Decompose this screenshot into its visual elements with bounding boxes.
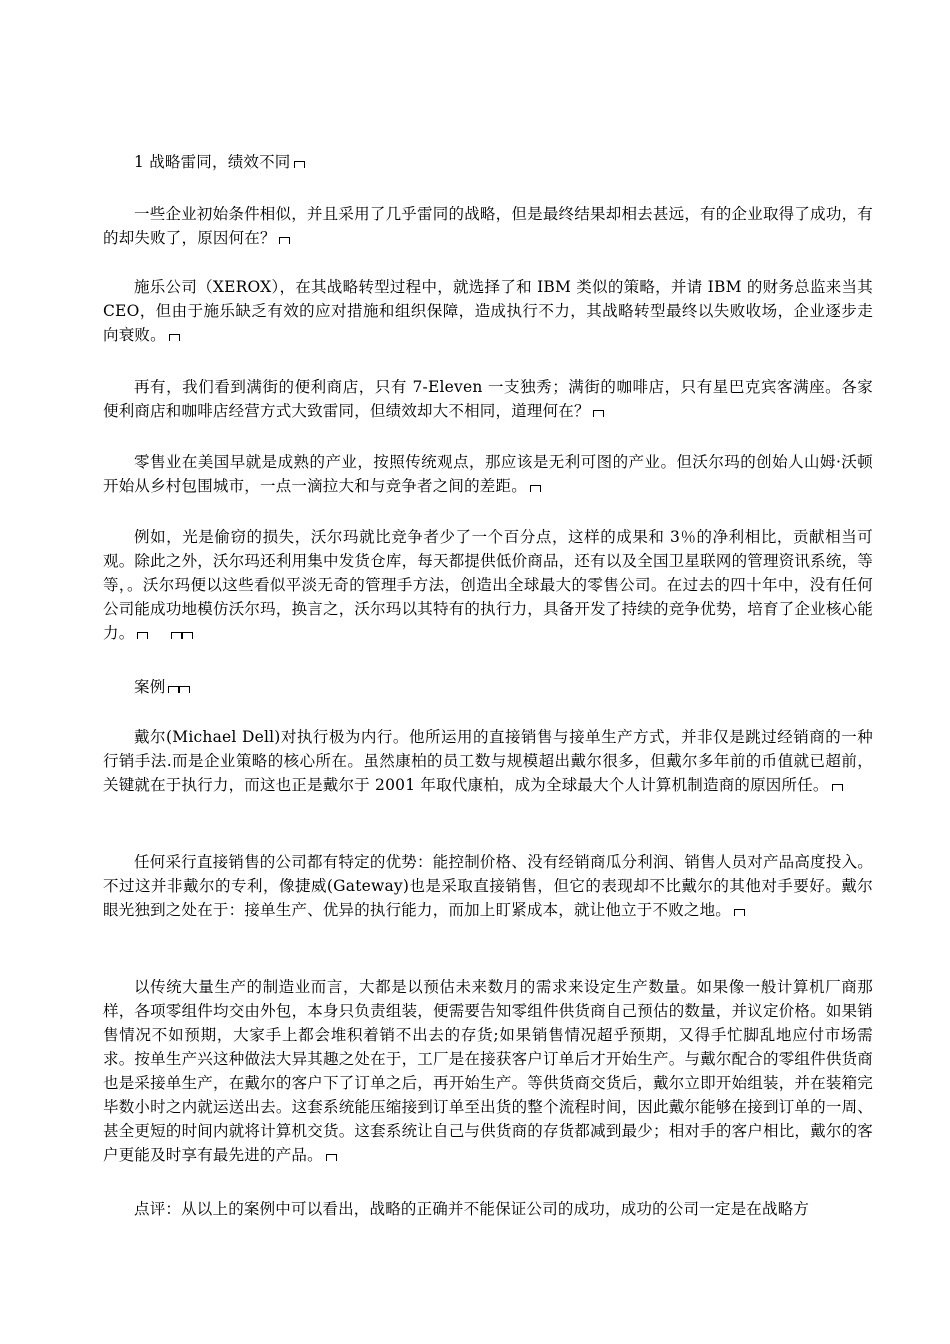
paragraph-text: 案例 [134, 678, 166, 696]
paragraph-mark-icon [171, 632, 182, 639]
paragraph-text: 再有，我们看到满街的便利商店，只有 7-Eleven 一支独秀；满街的咖啡店，只有星巴克宾客满座。各家便利商店和咖啡店经营方式大致雷同，但绩效却大不相同，道理何在？ [103, 378, 873, 420]
paragraph-mark-icon [734, 909, 745, 916]
paragraph-text: 施乐公司（XEROX），在其战略转型过程中，就选择了和 IBM 类似的策略，并请 IBM 的财务总监来当其 CEO，但由于施乐缺乏有效的应对措施和组织保障，造成执行不力，其战略转型最终以失败收场，企业逐步走向衰败。 [103, 278, 873, 344]
paragraph-mark-icon [832, 784, 843, 791]
paragraph-text: 以传统大量生产的制造业而言，大都是以预估未来数月的需求来设定生产数量。如果像一般计算机厂商那样，各项零组件均交由外包，本身只负责组装，便需要告知零组件供货商自己预估的数量，并议定价格。如果销售情况不如预期，大家手上都会堆积着销不出去的存货;如果销售情况超乎预期，又得手忙脚乱地应付市场需求。按单生产兴这种做法大异其趣之处在于，工厂是在接获客户订单后才开始生产。与戴尔配合的零组件供货商也是采接单生产，在戴尔的客户下了订单之后，再开始生产。等供货商交货后，戴尔立即开始组装，并在装箱完毕数小时之内就运送出去。这套系统能压缩接到订单至出货的整个流程时间，因此戴尔能够在接到订单的一周、甚全更短的时间内就将计算机交货。这套系统让自己与供货商的存货都减到最少；相对手的客户相比，戴尔的客户更能及时享有最先进的产品。 [103, 978, 873, 1164]
paragraph-mark-icon [169, 334, 180, 341]
paragraph [103, 275, 873, 347]
paragraph [103, 725, 873, 797]
paragraph-text: 零售业在美国早就是成熟的产业，按照传统观点，那应该是无利可图的产业。但沃尔玛的创始人山姆·沃顿开始从乡村包围城市，一点一滴拉大和与竞争者之间的差距。 [103, 453, 873, 495]
paragraph [103, 375, 873, 423]
paragraph-text: 任何采行直接销售的公司都有特定的优势：能控制价格、没有经销商瓜分利润、销售人员对产品高度投入。不过这并非戴尔的专利，像捷威(Gateway)也是采取直接销售，但它的表现却不比戴尔的其他对手要好。戴尔眼光独到之处在于：接单生产、优异的执行能力，而加上盯紧成本，就让他立于不败之地。 [103, 853, 873, 919]
paragraph-mark-icon [326, 1154, 337, 1161]
paragraph-text: 戴尔(Michael Dell)对执行极为内行。他所运用的直接销售与接单生产方式，并非仅是跳过经销商的一种行销手法.而是企业策略的核心所在。虽然康柏的员工数与规模超出戴尔很多，但戴尔多年前的币值就已超前，关键就在于执行力，而这也正是戴尔于 2001 年取代康柏，成为全球最大个人计算机制造商的原因所任。 [103, 728, 873, 794]
paragraph-text: 点评：从以上的案例中可以看出，战略的正确并不能保证公司的成功，成功的公司一定是在战略方 [134, 1200, 810, 1218]
paragraph-mark-icon [168, 686, 179, 693]
paragraph-mark-icon [179, 686, 190, 693]
paragraph [103, 975, 873, 1167]
paragraph-mark-icon [137, 632, 148, 639]
paragraph-mark-icon [279, 237, 290, 244]
section-heading [103, 150, 873, 174]
paragraph-text: 一些企业初始条件相似，并且采用了几乎雷同的战略，但是最终结果却相去甚远，有的企业取得了成功，有的却失败了，原因何在？ [103, 205, 873, 247]
paragraph [103, 525, 873, 645]
paragraph-text: 1 战略雷同，绩效不同 [134, 153, 291, 171]
paragraph-mark-icon [530, 485, 541, 492]
case-heading [103, 675, 873, 699]
paragraph [103, 202, 873, 250]
paragraph [103, 450, 873, 498]
paragraph-mark-icon [593, 410, 604, 417]
paragraph-mark-icon [182, 632, 193, 639]
paragraph [103, 850, 873, 922]
paragraph-mark-icon [294, 161, 305, 168]
paragraph-text: 例如，光是偷窃的损失，沃尔玛就比竞争者少了一个百分点，这样的成果和 3％的净利相比，贡献相当可观。除此之外，沃尔玛还利用集中发货仓库，每天都提供低价商品，还有以及全国卫星联网的管理资讯系统，等等，。沃尔玛便以这些看似平淡无奇的管理手方法，创造出全球最大的零售公司。在过去的四十年中，没有任何公司能成功地模仿沃尔玛，换言之，沃尔玛以其特有的执行力，具备开发了持续的竞争优势，培育了企业核心能力。 [103, 528, 873, 642]
paragraph [103, 1197, 873, 1221]
